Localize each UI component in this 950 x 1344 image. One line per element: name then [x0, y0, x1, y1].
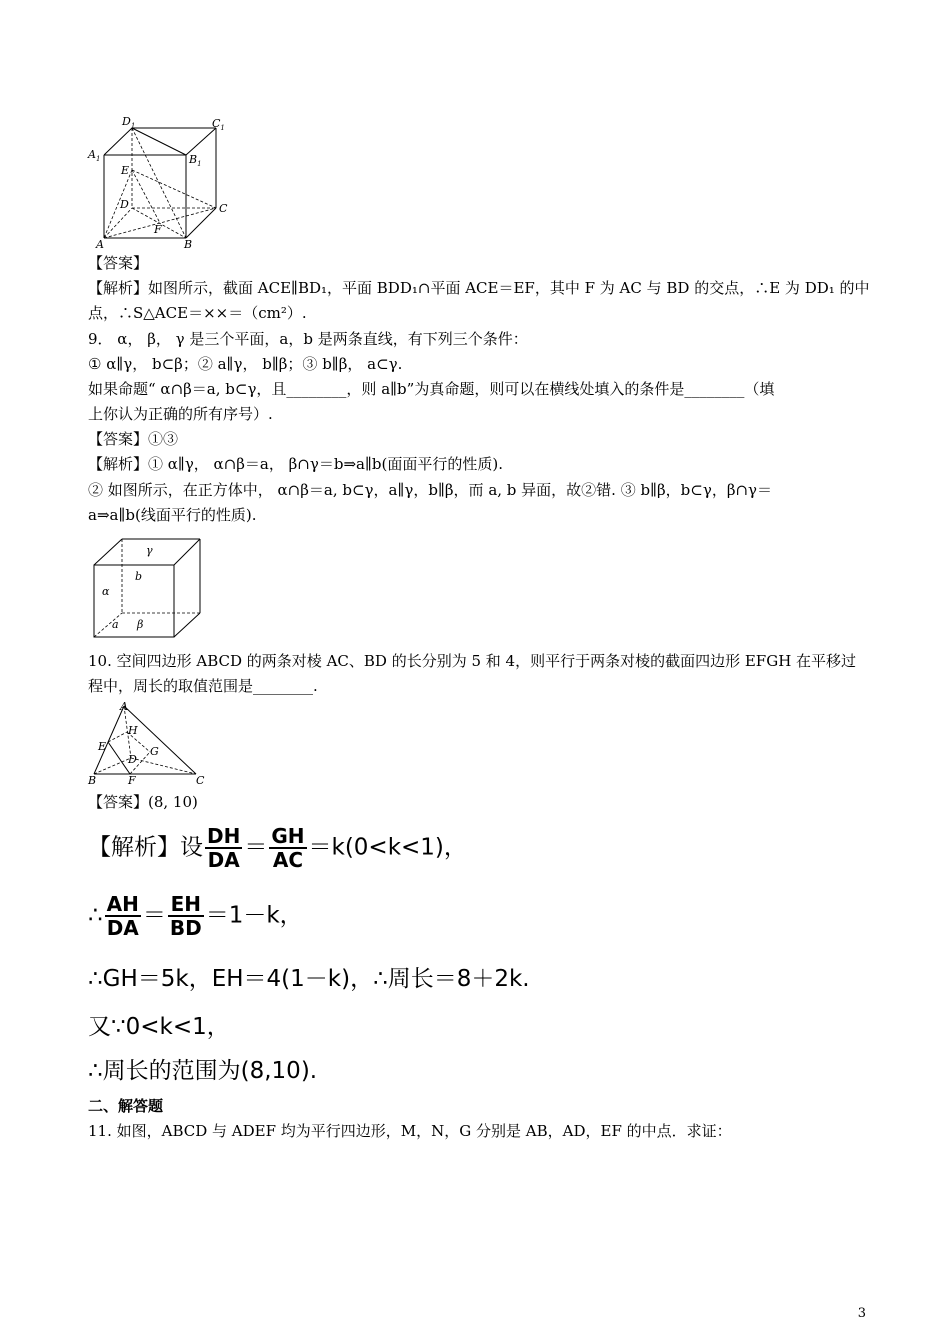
vertex-label-a: A — [96, 238, 104, 250]
svg-text:A1: $A_1$ — [88, 148, 101, 163]
svg-text:D1: $D_1$ — [122, 115, 136, 130]
vertex-label-c1: C — [212, 117, 221, 130]
analysis-q9-line2: ② 如图所示，在正方体中， α∩β＝a, b⊂γ，a∥γ，b∥β，而 a, b 异面，故②错. ③ b∥β，b⊂γ，β∩γ＝ — [88, 481, 773, 499]
svg-text:B1: $B_1$ — [189, 153, 202, 168]
question-11-line1: 11. 如图，ABCD 与 ADEF 均为平行四边形，M，N，G 分别是 AB，AD，EF 的中点．求证： — [88, 1122, 732, 1140]
point-label-f: F — [128, 774, 136, 786]
analysis-q8-line1: 【解析】如图所示，截面 ACE∥BD₁，平面 BDD₁∩平面 ACE＝EF，其中 F 为 AC 与 BD 的交点，∴E 为 DD₁ 的中 — [88, 279, 870, 297]
analysis-q8-line2: 点，∴S△ACE＝××＝（cm²）. — [88, 304, 307, 322]
plane-label-gamma: γ — [146, 544, 153, 557]
analysis-q10-line3: ∴GH＝5k，EH＝4(1－k)，∴周长＝8＋2k. — [88, 966, 530, 992]
vertex-label-c: C — [219, 202, 228, 215]
question-9-line3: 如果命题“ α∩β＝a, b⊂γ，且________，则 a∥b”为真命题，则可以在横线处填入的条件是________（填 — [88, 380, 775, 398]
question-10-line1: 10. 空间四边形 ABCD 的两条对棱 AC、BD 的长分别为 5 和 4，则平行于两条对棱的截面四边形 EFGH 在平移过 — [88, 652, 857, 670]
fraction-dh-da: $\frac{DH}{DA}$ — [207, 824, 241, 872]
point-label-g: G — [150, 745, 159, 758]
fraction-gh-ac: $\frac{GH}{AC}$ — [271, 824, 305, 872]
question-9-line2: ① α∥γ， b⊂β；② a∥γ， b∥β；③ b∥β， a⊂γ. — [88, 355, 403, 373]
fraction-ah-da: $\frac{AH}{DA}$ — [106, 892, 139, 940]
point-label-f: F — [154, 223, 162, 236]
point-label-e: E — [98, 740, 107, 753]
plane-label-alpha: α — [102, 585, 110, 598]
vertex-label-b1: B — [189, 153, 198, 166]
line-label-a: a — [112, 618, 119, 631]
cube-planes-figure — [90, 535, 205, 643]
analysis-q10-line2: ∴ $\frac{AH}{DA}$ ＝ $\frac{EH}{BD}$ ＝1－k， — [88, 892, 303, 940]
answer-label-q8: 【答案】 — [88, 254, 149, 272]
analysis-q9-line1: 【解析】① α∥γ， α∩β＝a， β∩γ＝b⇒a∥b(面面平行的性质). — [88, 455, 503, 473]
vertex-label-a: A — [120, 700, 128, 713]
analysis-q10-line4: 又∵0<k<1， — [88, 1014, 230, 1040]
vertex-label-d: D — [120, 198, 129, 211]
vertex-label-c: C — [196, 774, 205, 786]
analysis-q9-line3: a⇒a∥b(线面平行的性质). — [88, 506, 257, 524]
page-number: 3 — [857, 1306, 866, 1321]
question-9-line4: 上你认为正确的所有序号）. — [88, 405, 273, 423]
analysis-q10-line1: 【解析】设 $\frac{DH}{DA}$ ＝ $\frac{GH}{AC}$ ＝k(0<k<1)， — [88, 824, 467, 872]
vertex-label-d1: D — [122, 115, 131, 128]
section-title: 二、解答题 — [88, 1097, 164, 1115]
vertex-label-a1: A — [88, 148, 96, 161]
question-9-line1: 9． α， β， γ 是三个平面，a，b 是两条直线，有下列三个条件： — [88, 330, 528, 348]
answer-q9: 【答案】①③ — [88, 430, 179, 448]
cube-section-figure — [86, 112, 236, 250]
line-label-b: b — [135, 570, 143, 583]
tetrahedron-section-figure — [86, 698, 208, 786]
answer-q10: 【答案】(8, 10) — [88, 793, 198, 811]
analysis-q10-line5: ∴周长的范围为(8,10). — [88, 1058, 318, 1084]
point-label-h: H — [128, 724, 138, 737]
svg-text:C1: $C_1$ — [212, 117, 225, 132]
question-10-line2: 程中，周长的取值范围是________. — [88, 677, 318, 695]
vertex-label-b: B — [88, 774, 97, 786]
fraction-eh-bd: $\frac{EH}{BD}$ — [169, 892, 202, 940]
vertex-label-b: B — [184, 238, 193, 250]
plane-label-beta: β — [137, 618, 144, 631]
point-label-e: E — [121, 164, 130, 177]
vertex-label-d: D — [128, 753, 137, 766]
